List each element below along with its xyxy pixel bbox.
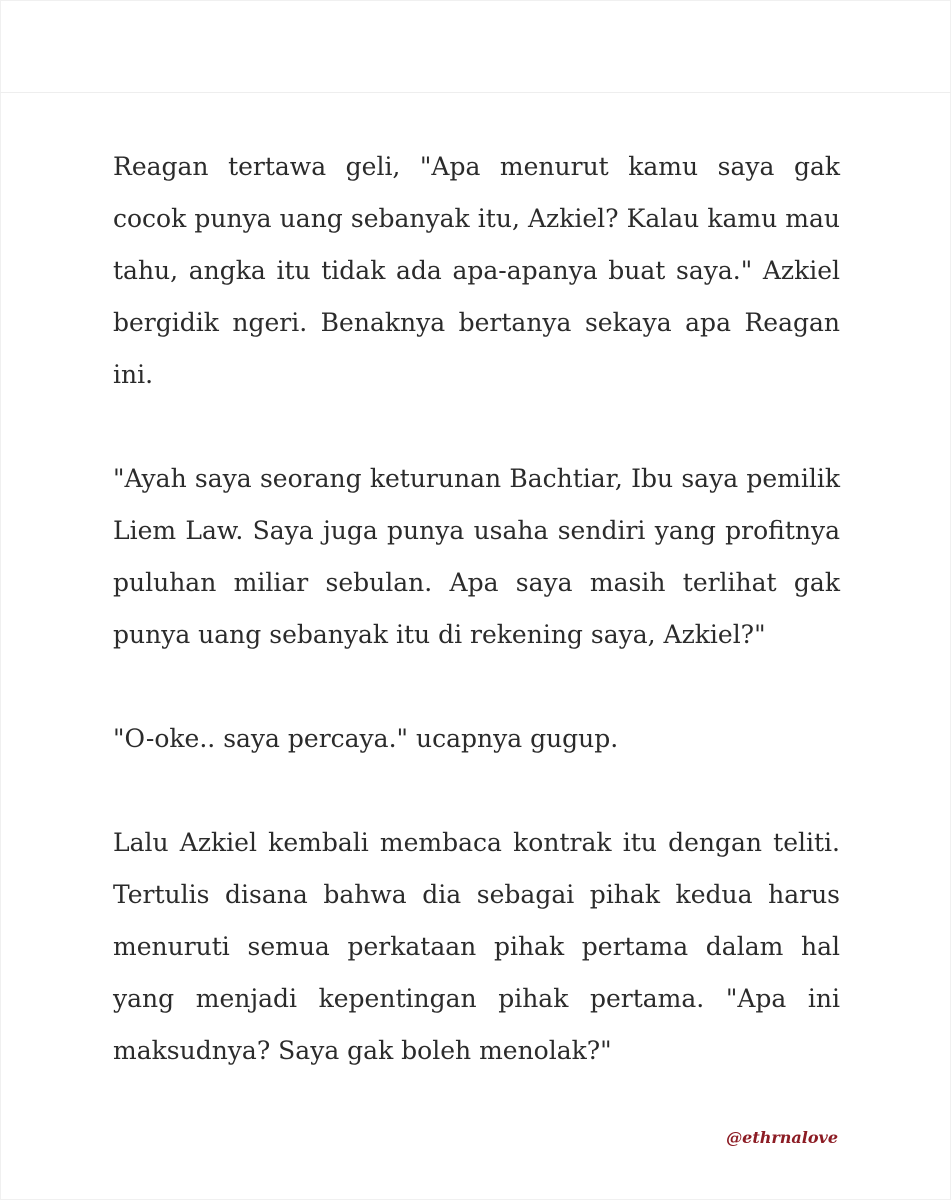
story-text — [113, 141, 840, 1129]
paragraph-2: "Ayah saya seorang keturunan Bachtiar, Ibu saya pemilik Liem Law. Saya juga punya usaha sendiri yang profitnya puluhan miliar sebulan. Apa saya masih terlihat gak punya uang sebanyak itu di rekening saya, Azkiel?" — [113, 464, 840, 649]
paragraph-1: Reagan tertawa geli, "Apa menurut kamu saya gak cocok punya uang sebanyak itu, Azkiel? Kalau kamu mau tahu, angka itu tidak ada apa-apanya buat saya." Azkiel bergidik ngeri. Benaknya bertanya sekaya apa Reagan ini. — [113, 152, 840, 389]
header-divider — [0, 92, 951, 93]
paragraph-3: "O-oke.. saya percaya." ucapnya gugup. — [113, 724, 619, 753]
paragraph-4: Lalu Azkiel kembali membaca kontrak itu dengan teliti. Tertulis disana bahwa dia sebagai pihak kedua harus menuruti semua perkataan pihak pertama dalam hal yang menjadi kepentingan pihak pertama. "Apa ini maksudnya? Saya gak boleh menolak?" — [113, 828, 840, 1065]
author-signature: @ethrnalove — [726, 1128, 838, 1147]
